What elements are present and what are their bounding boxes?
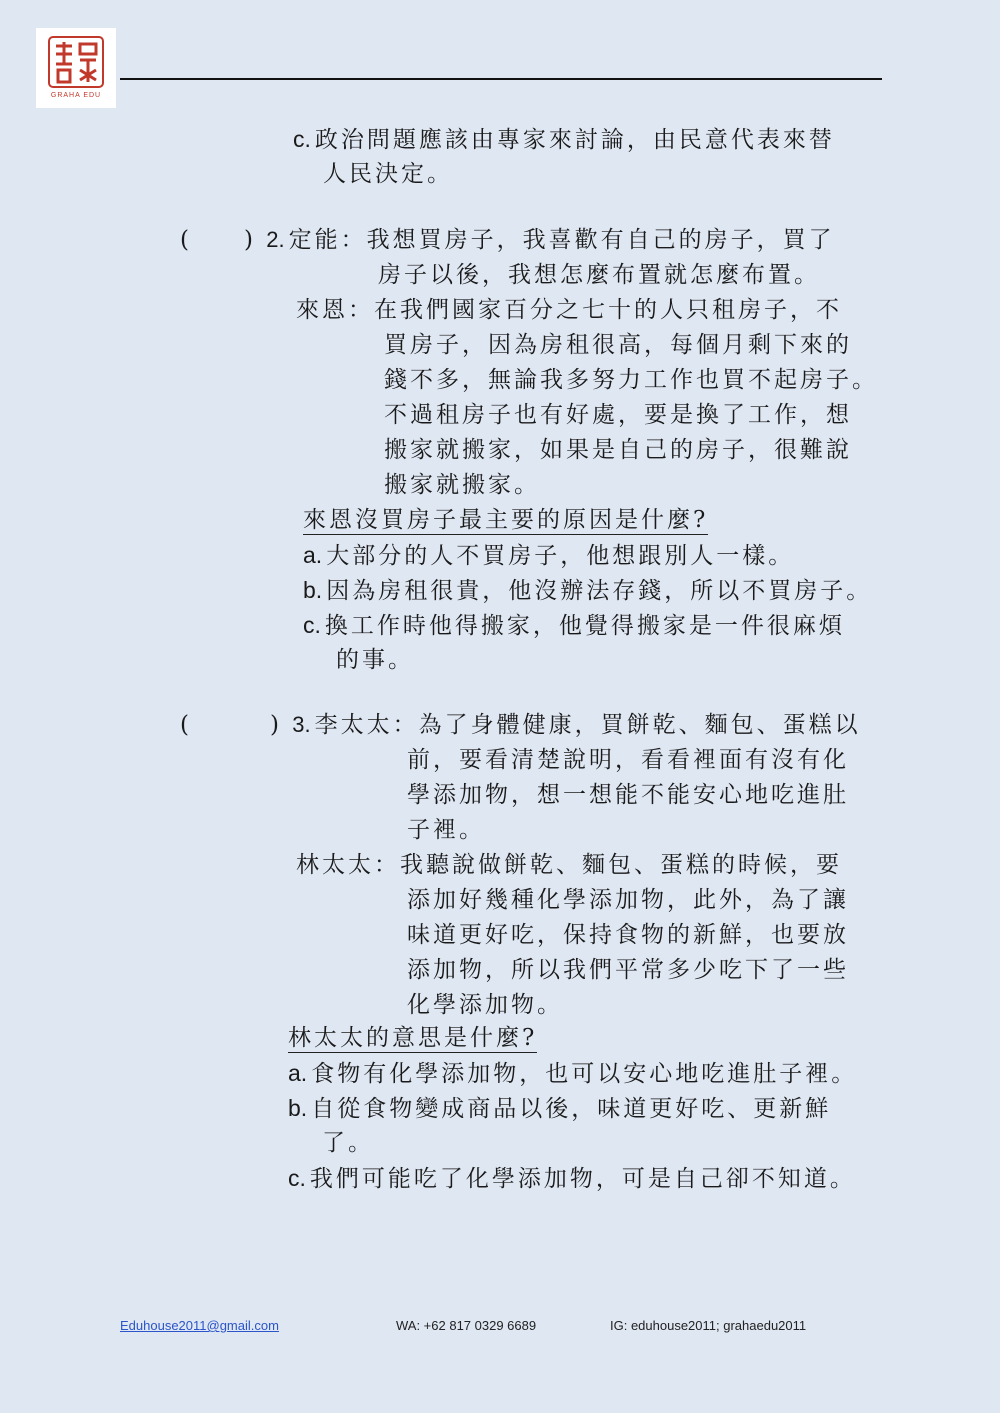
q2-speaker2: 來恩：	[296, 297, 374, 323]
q2-question-text: 來恩沒買房子最主要的原因是什麼?	[303, 507, 709, 533]
q3-header	[180, 710, 861, 740]
q2-speaker1: 定能：	[288, 227, 367, 253]
q3-speaker2-line3: 味道更好吃，保持食物的新鮮，也要放	[407, 922, 849, 948]
q1-option-c-line2: 人民決定。	[323, 161, 453, 187]
q3-option-a-marker: a.	[288, 1060, 308, 1086]
seal-logo-icon	[48, 36, 104, 88]
q3-speaker2-line5: 化學添加物。	[407, 992, 563, 1018]
q1-option-c-marker: c.	[293, 126, 311, 152]
q3-option-b-line2: 了。	[322, 1130, 374, 1156]
logo	[36, 28, 116, 108]
header-divider	[120, 78, 882, 80]
q2-speaker1-line2: 房子以後，我想怎麼布置就怎麼布置。	[378, 262, 820, 288]
q2-speaker2-row	[296, 295, 842, 325]
q3-option-a-text: 食物有化學添加物，也可以安心地吃進肚子裡。	[311, 1061, 858, 1087]
q2-option-a-marker: a.	[303, 542, 323, 568]
q2-speaker2-line2: 買房子，因為房租很高，每個月剩下來的	[384, 332, 852, 358]
q2-option-c-marker: c.	[303, 612, 321, 638]
q3-option-b-text1: 自從食物變成商品以後，味道更好吃、更新鮮	[311, 1096, 832, 1122]
q1-option-c-text1: 政治問題應該由專家來討論，由民意代表來替	[314, 127, 835, 153]
footer-instagram: IG: eduhouse2011; grahaedu2011	[610, 1318, 807, 1333]
q2-option-b-marker: b.	[303, 577, 323, 603]
q2-number: 2.	[266, 227, 285, 252]
q3-option-c-text: 我們可能吃了化學添加物，可是自己卻不知道。	[309, 1166, 856, 1192]
q3-speaker2: 林太太：	[296, 852, 400, 878]
q2-speaker2-line5: 搬家就搬家，如果是自己的房子，很難說	[384, 437, 852, 463]
q2-option-b[interactable]	[303, 575, 872, 606]
email-link[interactable]: Eduhouse2011@gmail.com	[120, 1318, 279, 1333]
q2-speaker2-line6: 搬家就搬家。	[384, 472, 540, 498]
q2-option-b-text: 因為房租很貴，他沒辦法存錢，所以不買房子。	[326, 578, 873, 604]
q2-option-a-text: 大部分的人不買房子，他想跟別人一樣。	[326, 543, 795, 569]
q3-option-c-marker: c.	[288, 1165, 306, 1191]
footer-whatsapp: WA: +62 817 0329 6689	[396, 1318, 537, 1333]
q2-speaker2-line4: 不過租房子也有好處，要是換了工作，想	[384, 402, 852, 428]
brand-name: GRAHA EDU	[50, 92, 102, 99]
q3-speaker2-row	[296, 850, 842, 880]
q3-option-a[interactable]	[288, 1058, 857, 1089]
q2-speaker2-line1: 在我們國家百分之七十的人只租房子，不	[374, 297, 842, 323]
q1-option-c-line1	[293, 124, 835, 155]
q2-question	[303, 505, 708, 535]
q2-option-c-line2: 的事。	[336, 647, 414, 673]
q3-speaker1-line2: 前，要看清楚說明，看看裡面有沒有化	[407, 747, 849, 773]
q3-speaker1-line1: 為了身體健康，買餅乾、麵包、蛋糕以	[418, 712, 861, 738]
q3-question-text: 林太太的意思是什麼?	[288, 1025, 538, 1051]
footer-email[interactable]	[120, 1318, 279, 1333]
q3-option-b[interactable]	[288, 1093, 831, 1124]
q2-option-a[interactable]	[303, 540, 794, 571]
q2-option-c-text1: 換工作時他得搬家，他覺得搬家是一件很麻煩	[324, 613, 845, 639]
q2-option-c[interactable]	[303, 610, 845, 641]
q3-option-c[interactable]	[288, 1163, 856, 1194]
q2-speaker2-line3: 錢不多，無論我多努力工作也買不起房子。	[384, 367, 878, 393]
q2-speaker1-line1: 我想買房子，我喜歡有自己的房子，買了	[366, 227, 835, 253]
q3-speaker2-line1: 我聽說做餅乾、麵包、蛋糕的時候，要	[400, 852, 842, 878]
q3-speaker1-line3: 學添加物，想一想能不能安心地吃進肚	[407, 782, 849, 808]
q3-speaker2-line2: 添加好幾種化學添加物，此外，為了讓	[407, 887, 849, 913]
q3-question	[288, 1023, 537, 1053]
q2-header	[180, 225, 835, 255]
q3-number: 3.	[292, 712, 311, 737]
q3-speaker2-line4: 添加物，所以我們平常多少吃下了一些	[407, 957, 849, 983]
q3-option-b-marker: b.	[288, 1095, 308, 1121]
q2-answer-blank[interactable]: ( )	[180, 227, 256, 253]
q3-speaker1: 李太太：	[314, 712, 419, 738]
q3-answer-blank[interactable]: ( )	[180, 712, 282, 738]
q3-speaker1-line4: 子裡。	[407, 817, 485, 843]
